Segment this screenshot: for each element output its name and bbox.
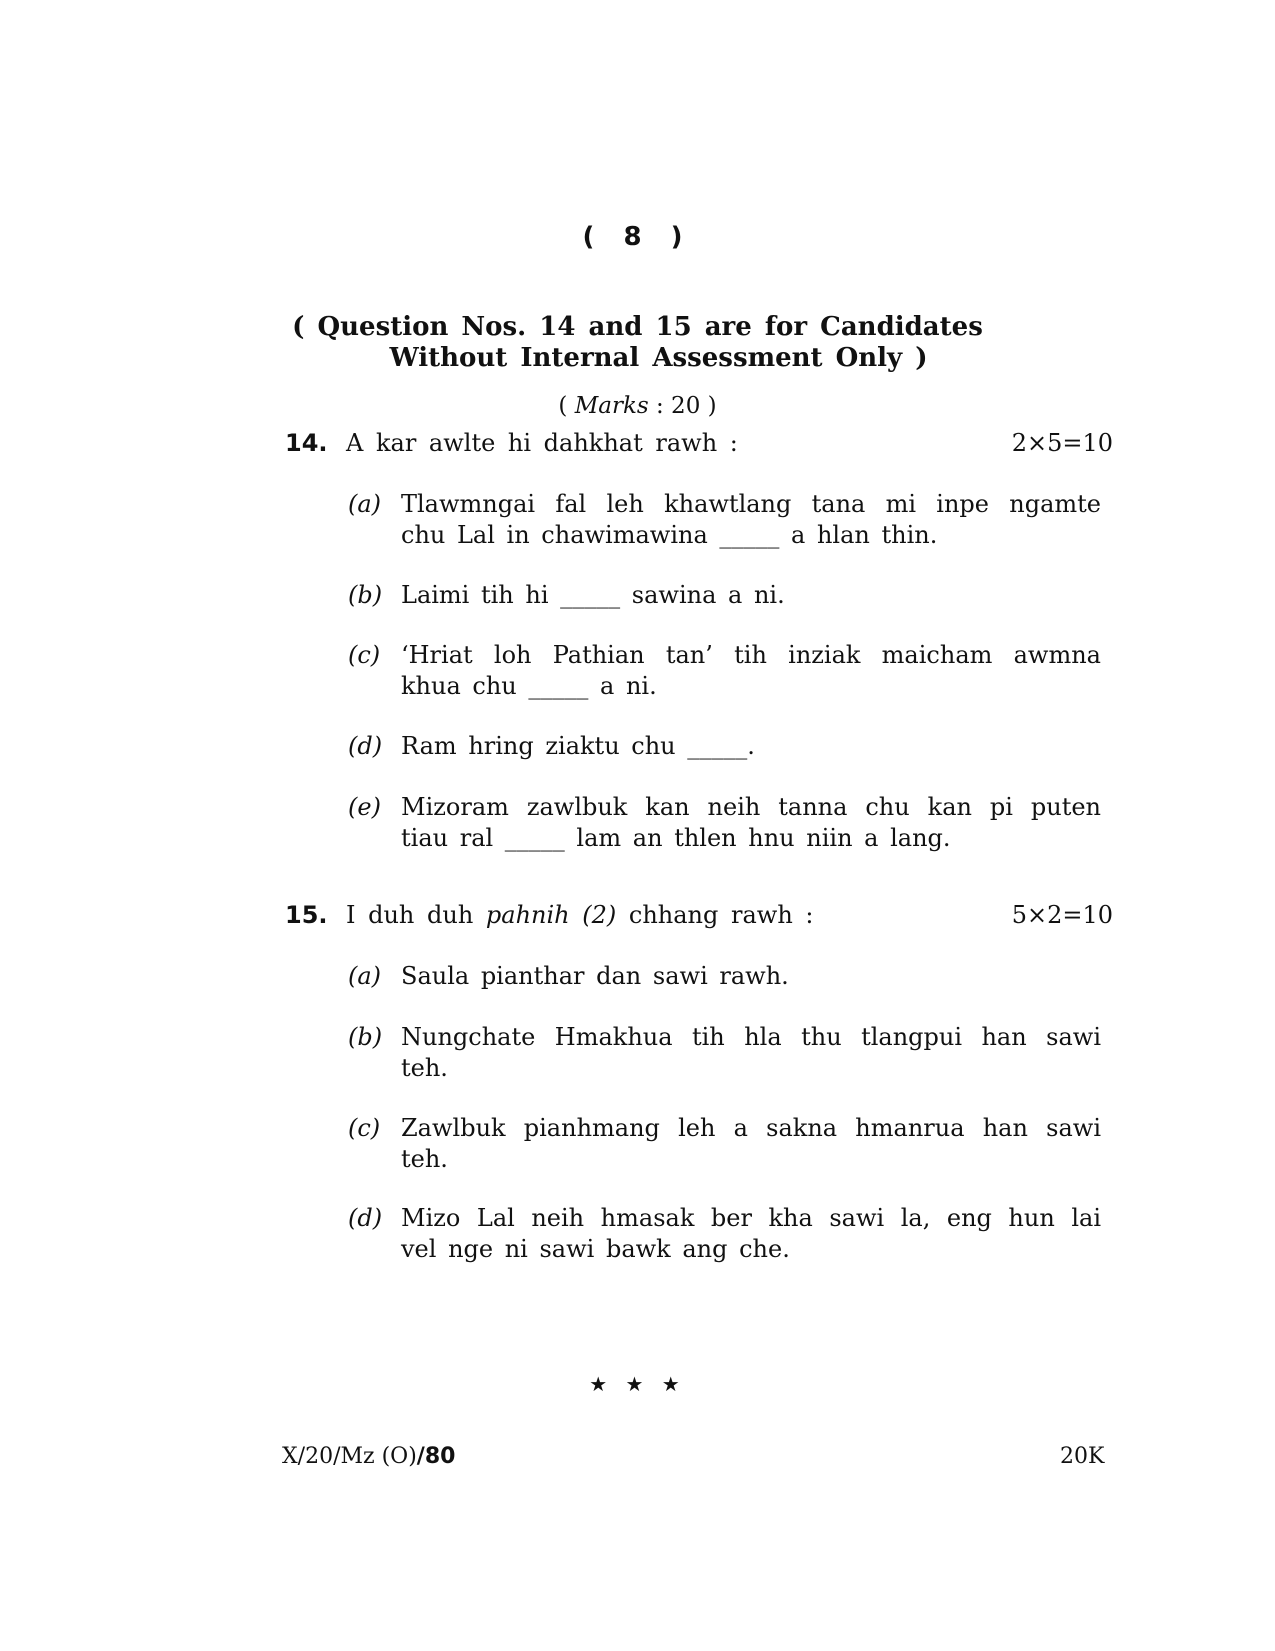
part-text-line-1: Nungchate Hmakhua tih hla thu tlangpui han sawi: [401, 1023, 1101, 1051]
part-text-line-2: teh.: [401, 1054, 448, 1082]
question-text: [346, 900, 814, 931]
footer-print-count: 20K: [1060, 1444, 1105, 1469]
page-number: ( 8 ): [582, 222, 693, 252]
question-text: A kar awlte hi dahkhat rawh :: [346, 429, 738, 457]
footer-code-suffix: /80: [416, 1444, 456, 1469]
question-number: 15.: [285, 901, 328, 929]
part-label: (a): [348, 490, 382, 518]
part-label: (d): [348, 732, 383, 760]
part-text-line-2: vel nge ni sawi bawk ang che.: [401, 1235, 790, 1263]
question-marks: 2×5=10: [1011, 429, 1113, 457]
part-text-line-1: ‘Hriat loh Pathian tan’ tih inziak maicham awmna: [401, 641, 1101, 669]
footer-code-prefix: X/20/Mz (O): [282, 1444, 417, 1469]
part-text-line-1: Tlawmngai fal leh khawtlang tana mi inpe ngamte: [401, 490, 1101, 518]
part-text-line-2: chu Lal in chawimawina _____ a hlan thin.: [401, 521, 938, 549]
question-marks: 5×2=10: [1011, 901, 1113, 929]
question-14: [285, 428, 1113, 459]
part-text-line-1: Laimi tih hi _____ sawina a ni.: [401, 581, 785, 609]
part-label: (e): [348, 793, 381, 821]
marks-open: (: [558, 393, 575, 419]
part-label: (c): [348, 641, 381, 669]
part-text-line-1: Mizoram zawlbuk kan neih tanna chu kan pi puten: [401, 793, 1101, 821]
marks-line: [0, 393, 1275, 419]
end-mark-stars: ★ ★ ★: [589, 1372, 686, 1396]
question-text-end: chhang rawh :: [616, 901, 814, 929]
part-text-line-1: Saula pianthar dan sawi rawh.: [401, 962, 789, 990]
part-text-line-2: khua chu _____ a ni.: [401, 672, 657, 700]
question-text-emphasis: pahnih (2): [485, 901, 617, 929]
part-text-line-1: Ram hring ziaktu chu _____.: [401, 732, 755, 760]
part-label: (a): [348, 962, 382, 990]
part-label: (b): [348, 581, 383, 609]
footer-code: [282, 1444, 455, 1469]
marks-value: : 20 ): [648, 393, 717, 419]
part-text-line-1: Mizo Lal neih hmasak ber kha sawi la, eng hun lai: [401, 1204, 1101, 1232]
question-number: 14.: [285, 429, 328, 457]
part-text-line-2: tiau ral _____ lam an thlen hnu niin a lang.: [401, 824, 951, 852]
section-heading-line-1: ( Question Nos. 14 and 15 are for Candidates: [292, 312, 983, 342]
question-text-start: I duh duh: [346, 901, 486, 929]
part-text-line-2: teh.: [401, 1145, 448, 1173]
part-label: (c): [348, 1114, 381, 1142]
section-heading: [0, 312, 1275, 374]
section-heading-line-2: Without Internal Assessment Only ): [389, 343, 928, 373]
part-text-line-1: Zawlbuk pianhmang leh a sakna hmanrua han sawi: [401, 1114, 1101, 1142]
marks-label: Marks: [574, 393, 649, 419]
question-15: [285, 900, 1113, 931]
part-label: (b): [348, 1023, 383, 1051]
part-label: (d): [348, 1204, 383, 1232]
